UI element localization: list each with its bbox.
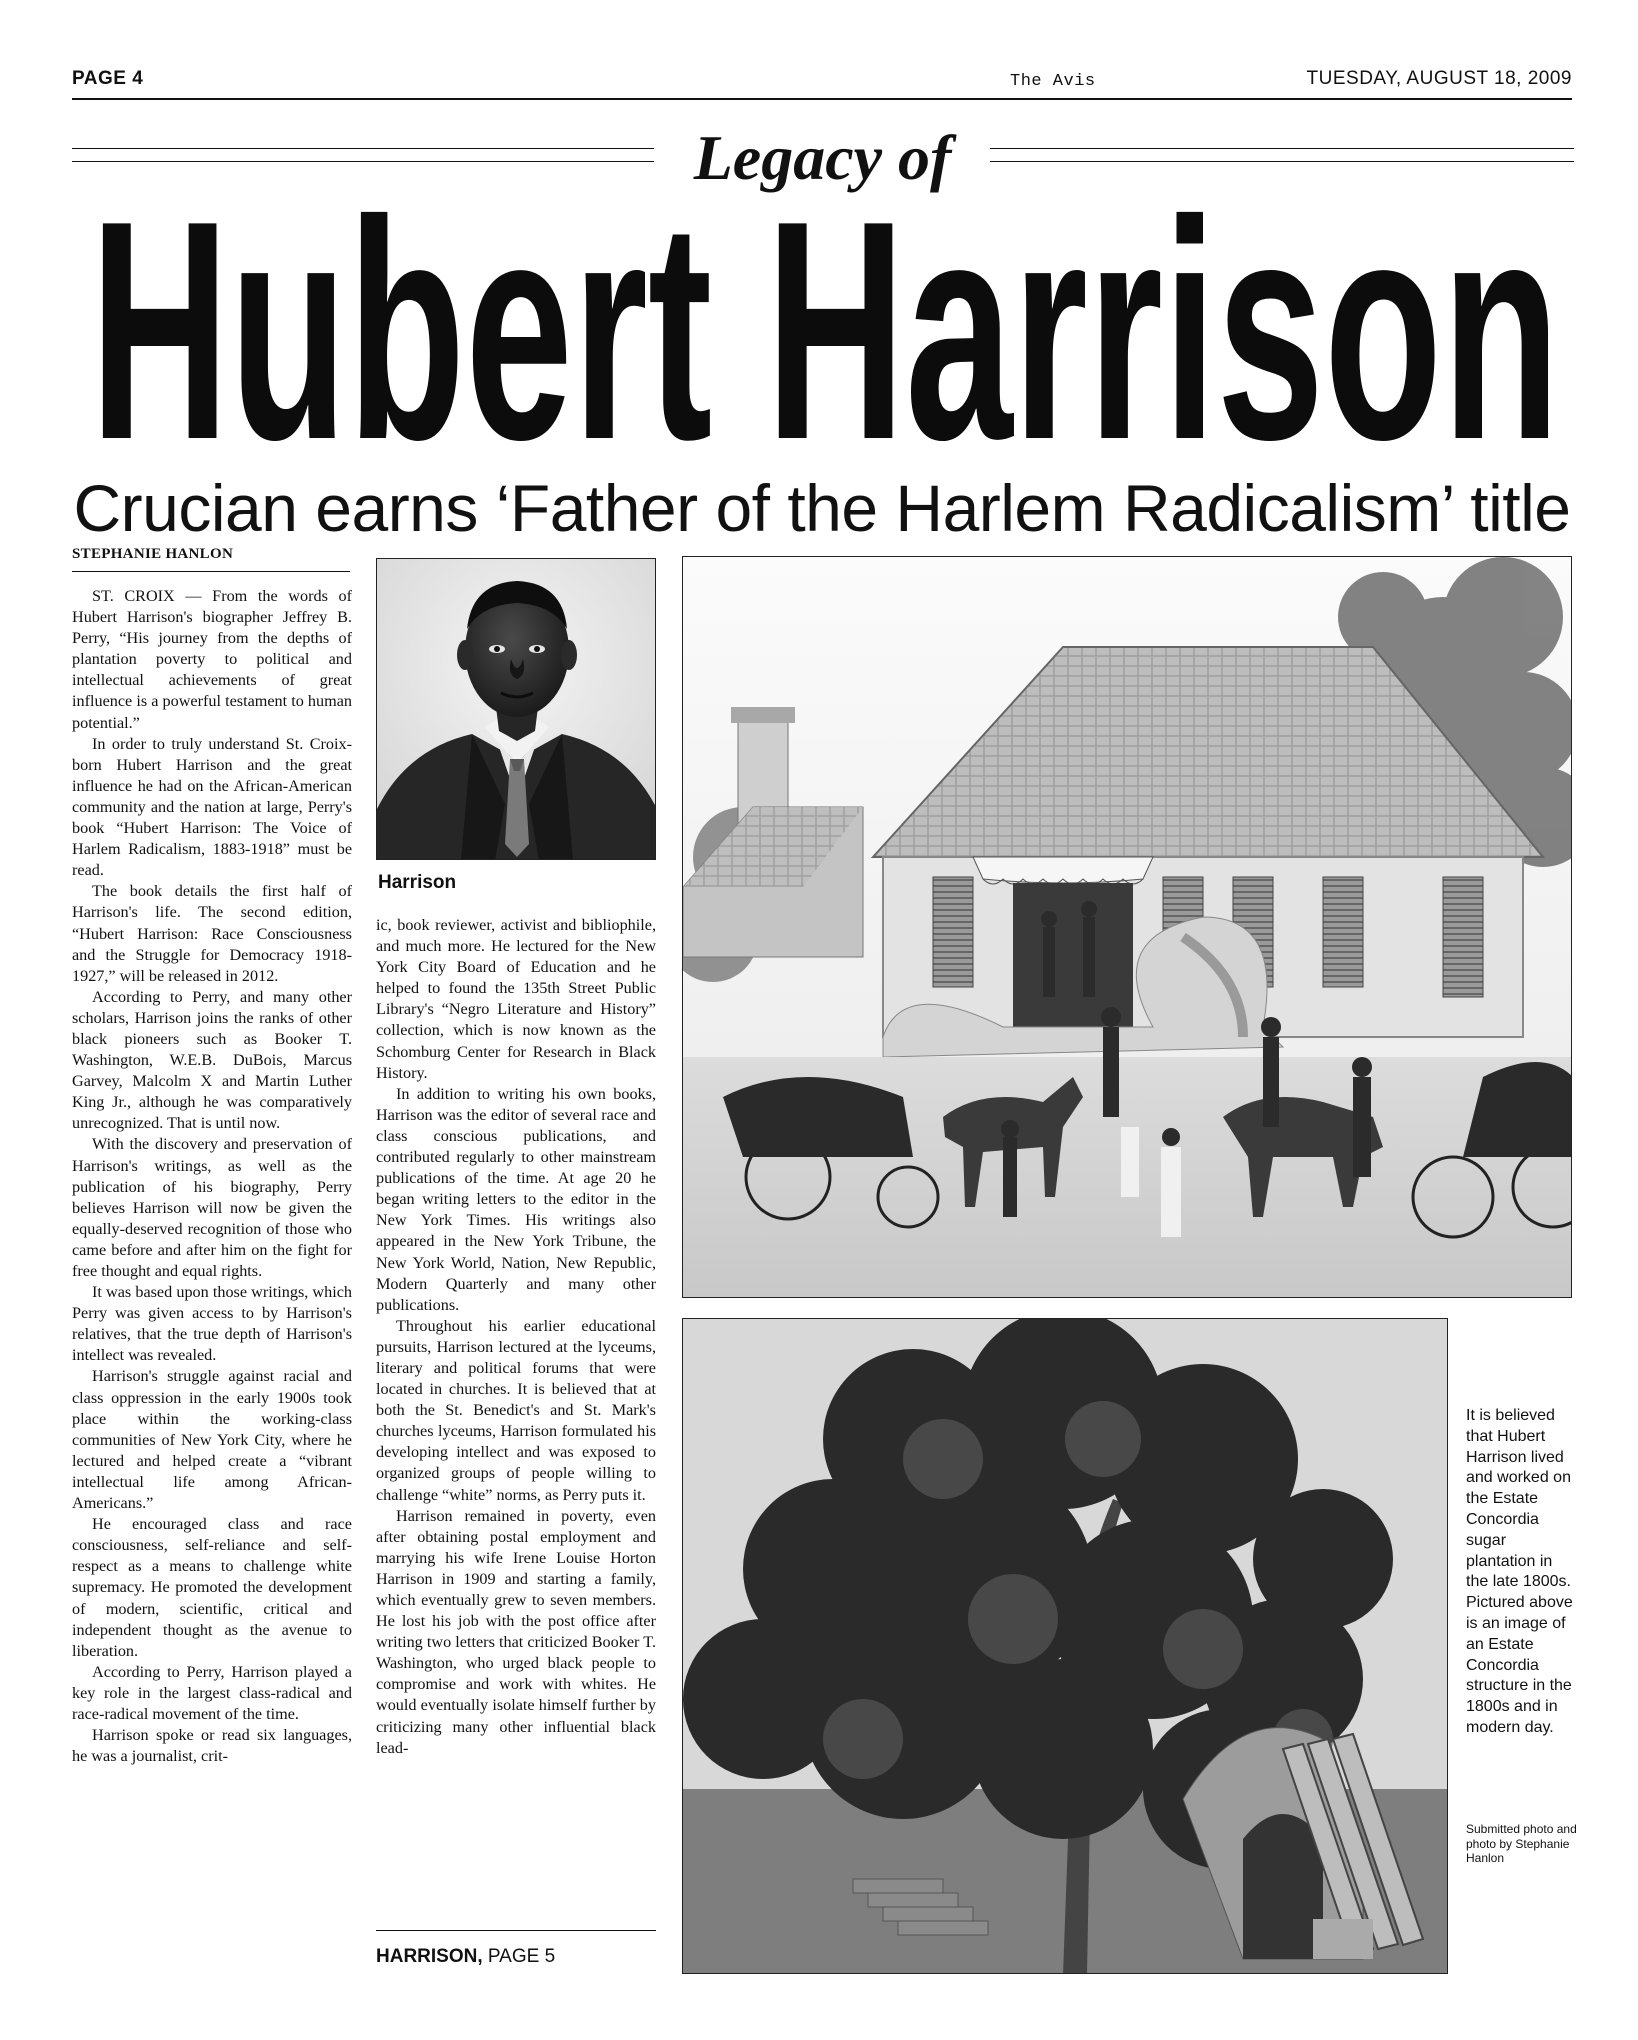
modern-ruins-illustration (683, 1319, 1448, 1974)
continued-on (376, 1946, 555, 1968)
headline-svg (80, 186, 1570, 456)
portrait-photo (376, 558, 656, 860)
deck: Crucian earns ‘Father of the Harlem Radicalism’ title (73, 471, 1571, 545)
jump-page: PAGE 5 (487, 1946, 556, 1967)
article-column-1 (72, 586, 352, 1966)
headline (80, 186, 1570, 456)
photo-caption: It is believed that Hubert Harrison lived and worked on the Estate Concordia sugar plantation in the late 1800s. Pictured above is an image of an Estate Concordia structure in the 1800s and in modern day. (1466, 1407, 1573, 1736)
folio-rule (72, 98, 1572, 100)
historic-estate-photo (682, 556, 1572, 1298)
paragraph: Throughout his earlier educational pursuits, Harrison lectured at the lyceums, literary and political forums that were located in churches. It is believed that at both the St. Benedict's and St. Mark's churches lyceums, Harrison formulated his developing intellect and was exposed to organized groups of people willing to challenge “white” norms, as Perry puts it. (376, 1316, 656, 1504)
historic-estate-illustration (683, 557, 1572, 1298)
paragraph: In addition to writing his own books, Harrison was the editor of several race and class conscious publications, and contributed regularly to other mainstream publications of the time. At age 20 he began writing letters to the editor in the New York Times. His writings also appeared in the New York Tribune, the New York World, Nation, New Republic, Modern Quarterly and many other publications. (376, 1084, 656, 1314)
modern-ruins-photo (682, 1318, 1448, 1974)
byline: STEPHANIE HANLON (72, 546, 350, 572)
paragraph: According to Perry, and many other scholars, Harrison joins the ranks of other black pioneers such as Booker T. Washington, W.E.B. DuBois, Marcus Garvey, Malcolm X and Martin Luther King Jr., although he was comparatively unrecognized. That is until now. (72, 987, 352, 1133)
paragraph: It was based upon those writings, which Perry was given access to by Harrison's relatives, that the true depth of Harrison's intellect was revealed. (72, 1283, 352, 1365)
photo-credit: Submitted photo and photo by Stephanie Hanlon (1466, 1822, 1577, 1866)
headline-text: Hubert Harrison (90, 186, 1560, 456)
paragraph: Harrison remained in poverty, even after obtaining postal employment and marrying his wife Irene Louise Horton Harrison in 1909 and starting a family, which eventually grew to seven members. He lost his job with the post office after writing two letters that criticized Booker T. Washington, who urged black people to compromise and work with whites. He would eventually isolate himself further by criticizing many other influential black lead- (376, 1506, 656, 1757)
kicker-rule-right (990, 148, 1574, 168)
paragraph: Harrison's struggle against racial and class oppression in the early 1900s took place within the working-class communities of New York City, where he lectured and helped create a “vibrant intellectual life among African-Americans.” (72, 1367, 352, 1513)
article-column-2 (376, 915, 656, 1923)
paragraph: In order to truly understand St. Croix-born Hubert Harrison and the great influence he had on the African-American community and the nation at large, Perry's book “Hubert Harrison: The Voice of Harlem Radicalism, 1883-1918” must be read. (72, 734, 352, 880)
paragraph: The book details the first half of Harrison's life. The second edition, “Hubert Harrison: Race Consciousness and the Struggle for Democracy 1918-1927,” will be released in 2012. (72, 882, 352, 985)
page-number: PAGE 4 (72, 68, 144, 89)
paragraph: According to Perry, Harrison played a key role in the largest class-radical and race-radical movement of the time. (72, 1662, 352, 1723)
portrait-caption: Harrison (378, 872, 457, 893)
paragraph: ST. CROIX — From the words of Hubert Harrison's biographer Jeffrey B. Perry, “His journey from the depths of plantation poverty to political and intellectual achievements of great influence is a powerful testament to human potential.” (72, 587, 352, 732)
paragraph: He encouraged class and race consciousness, self-reliance and self-respect as a means to challenge white supremacy. He promoted the development of modern, scientific, critical and independent thought as the avenue to liberation. (72, 1515, 352, 1660)
kicker-rule-left (72, 148, 654, 168)
newspaper-name: The Avis (1010, 72, 1096, 91)
kicker: Legacy of (693, 122, 952, 193)
issue-date: TUESDAY, AUGUST 18, 2009 (1306, 68, 1572, 89)
jump-label: HARRISON, (376, 1946, 483, 1967)
jump-rule (376, 1930, 656, 1931)
portrait-illustration (377, 559, 656, 860)
paragraph: ic, book reviewer, activist and bibliophile, and much more. He lectured for the New York City Board of Education and he helped to found the 135th Street Public Library's “Negro Literature and History” collection, which is now known as the Schomburg Center for Research in Black History. (376, 916, 656, 1082)
paragraph: With the discovery and preservation of Harrison's writings, as well as the publication of his biography, Perry believes Harrison will now be given the equally-deserved recognition of those who came before and after him on the fight for free thought and equal rights. (72, 1135, 352, 1280)
paragraph: Harrison spoke or read six languages, he was a journalist, crit- (72, 1726, 352, 1766)
